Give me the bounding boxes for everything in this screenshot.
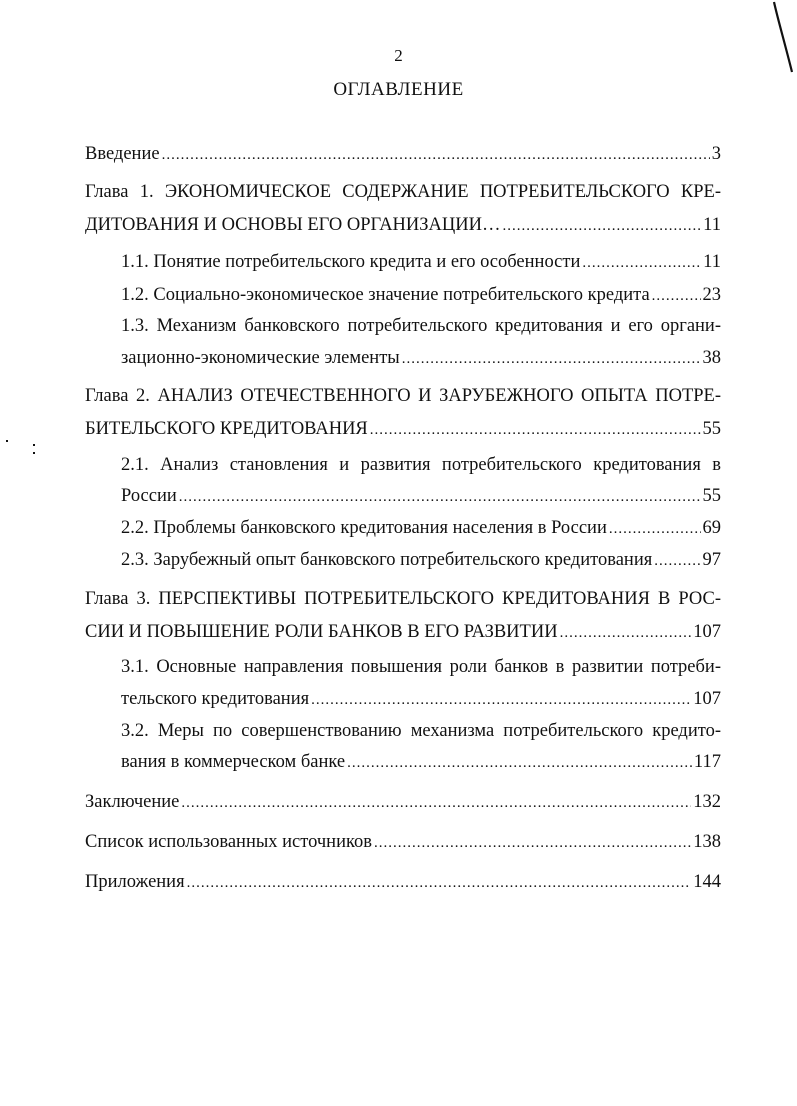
toc-entry-label: СИИ И ПОВЫШЕНИЕ РОЛИ БАНКОВ В ЕГО РАЗВИТИИ — [85, 622, 558, 642]
toc-entry-label: Введение — [85, 144, 160, 164]
toc-entry-page: 132 — [693, 792, 721, 812]
toc-section-2-3 — [121, 549, 721, 572]
toc-entry-label: 2.3. Зарубежный опыт банковского потребительского кредитования — [121, 550, 653, 570]
toc-entry-appendices — [85, 871, 721, 894]
toc-entry-page: 69 — [702, 518, 721, 538]
page-number: 2 — [394, 46, 403, 65]
toc-entry-label: Приложения — [85, 872, 185, 892]
toc-section-2-2 — [121, 517, 721, 540]
toc-section-1-3-line1: 1.3. Механизм банковского потребительского кредитования и его органи- — [121, 316, 721, 336]
toc-entry-page: 11 — [703, 215, 721, 235]
toc-leader-dots — [374, 832, 691, 854]
toc-entry-label: Заключение — [85, 792, 180, 812]
toc-entry-label: 1.1. Понятие потребительского кредита и его особенности — [121, 252, 581, 272]
toc-entry-page: 138 — [693, 832, 721, 852]
toc-leader-dots — [162, 144, 710, 166]
toc-section-3-1-line1: 3.1. Основные направления повышения роли банков в развитии потреби- — [121, 657, 721, 677]
scan-mark-top-right — [770, 0, 797, 80]
toc-leader-dots — [560, 622, 692, 644]
toc-entry-references — [85, 831, 721, 854]
toc-chapter-2-line1: Глава 2. АНАЛИЗ ОТЕЧЕСТВЕННОГО И ЗАРУБЕЖНОГО ОПЫТА ПОТРЕ- — [85, 386, 721, 406]
scan-dot — [6, 440, 8, 442]
toc-chapter-3-line1: Глава 3. ПЕРСПЕКТИВЫ ПОТРЕБИТЕЛЬСКОГО КРЕДИТОВАНИЯ В РОС- — [85, 589, 721, 609]
toc-entry-page: 55 — [702, 419, 721, 439]
toc-entry-page: 97 — [702, 550, 721, 570]
toc-section-2-1-line2 — [121, 485, 721, 508]
toc-leader-dots — [402, 348, 701, 370]
toc-entry-intro — [85, 143, 721, 166]
toc-entry-label: Список использованных источников — [85, 832, 373, 852]
toc-entry-label: зационно-экономические элементы — [121, 348, 400, 368]
toc-section-2-1-line1: 2.1. Анализ становления и развития потребительского кредитования в — [121, 455, 721, 475]
toc-leader-dots — [187, 872, 692, 894]
toc-entry-page: 117 — [693, 752, 721, 772]
toc-entry-page: 3 — [711, 144, 721, 164]
toc-entry-label: 2.2. Проблемы банковского кредитования населения в России — [121, 518, 607, 538]
toc-entry-label: БИТЕЛЬСКОГО КРЕДИТОВАНИЯ — [85, 419, 368, 439]
toc-entry-page: 11 — [703, 252, 721, 272]
toc-entry-label: вания в коммерческом банке — [121, 752, 346, 772]
toc-leader-dots — [347, 752, 692, 774]
toc-entry-conclusion — [85, 791, 721, 814]
toc-chapter-1-line1: Глава 1. ЭКОНОМИЧЕСКОЕ СОДЕРЖАНИЕ ПОТРЕБИТЕЛЬСКОГО КРЕ- — [85, 182, 721, 202]
toc-entry-page: 23 — [702, 285, 721, 305]
toc-entry-label: 1.2. Социально-экономическое значение потребительского кредита — [121, 285, 650, 305]
toc-entry-page: 144 — [693, 872, 721, 892]
toc-entry-label: ДИТОВАНИЯ И ОСНОВЫ ЕГО ОРГАНИЗАЦИИ… — [85, 215, 501, 235]
toc-entry-label: России — [121, 486, 177, 506]
toc-entry-page: 107 — [693, 622, 721, 642]
toc-leader-dots — [609, 518, 701, 540]
toc-section-3-2-line1: 3.2. Меры по совершенствованию механизма потребительского кредито- — [121, 721, 721, 741]
toc-leader-dots — [582, 252, 701, 274]
toc-entry-label: тельского кредитования — [121, 689, 310, 709]
toc-entry-page: 107 — [693, 689, 721, 709]
toc-section-1-3-line2 — [121, 347, 721, 370]
toc-section-1-1 — [121, 251, 721, 274]
toc-section-3-2-line2 — [121, 751, 721, 774]
toc-leader-dots — [181, 792, 691, 814]
toc-leader-dots — [370, 419, 701, 441]
toc-chapter-1-line2 — [85, 214, 721, 237]
toc-entry-page: 55 — [702, 486, 721, 506]
toc-section-1-2 — [121, 284, 721, 307]
page-title: ОГЛАВЛЕНИЕ — [333, 79, 464, 100]
toc-section-3-1-line2 — [121, 688, 721, 711]
toc-leader-dots — [179, 486, 701, 508]
scan-dot — [33, 444, 35, 446]
toc-chapter-2-line2 — [85, 418, 721, 441]
toc-leader-dots — [652, 285, 701, 307]
toc-leader-dots — [311, 689, 691, 711]
toc-entry-page: 38 — [702, 348, 721, 368]
toc-leader-dots — [654, 550, 700, 572]
scan-dot — [33, 452, 35, 454]
toc-leader-dots — [502, 215, 701, 237]
toc-chapter-3-line2 — [85, 621, 721, 644]
